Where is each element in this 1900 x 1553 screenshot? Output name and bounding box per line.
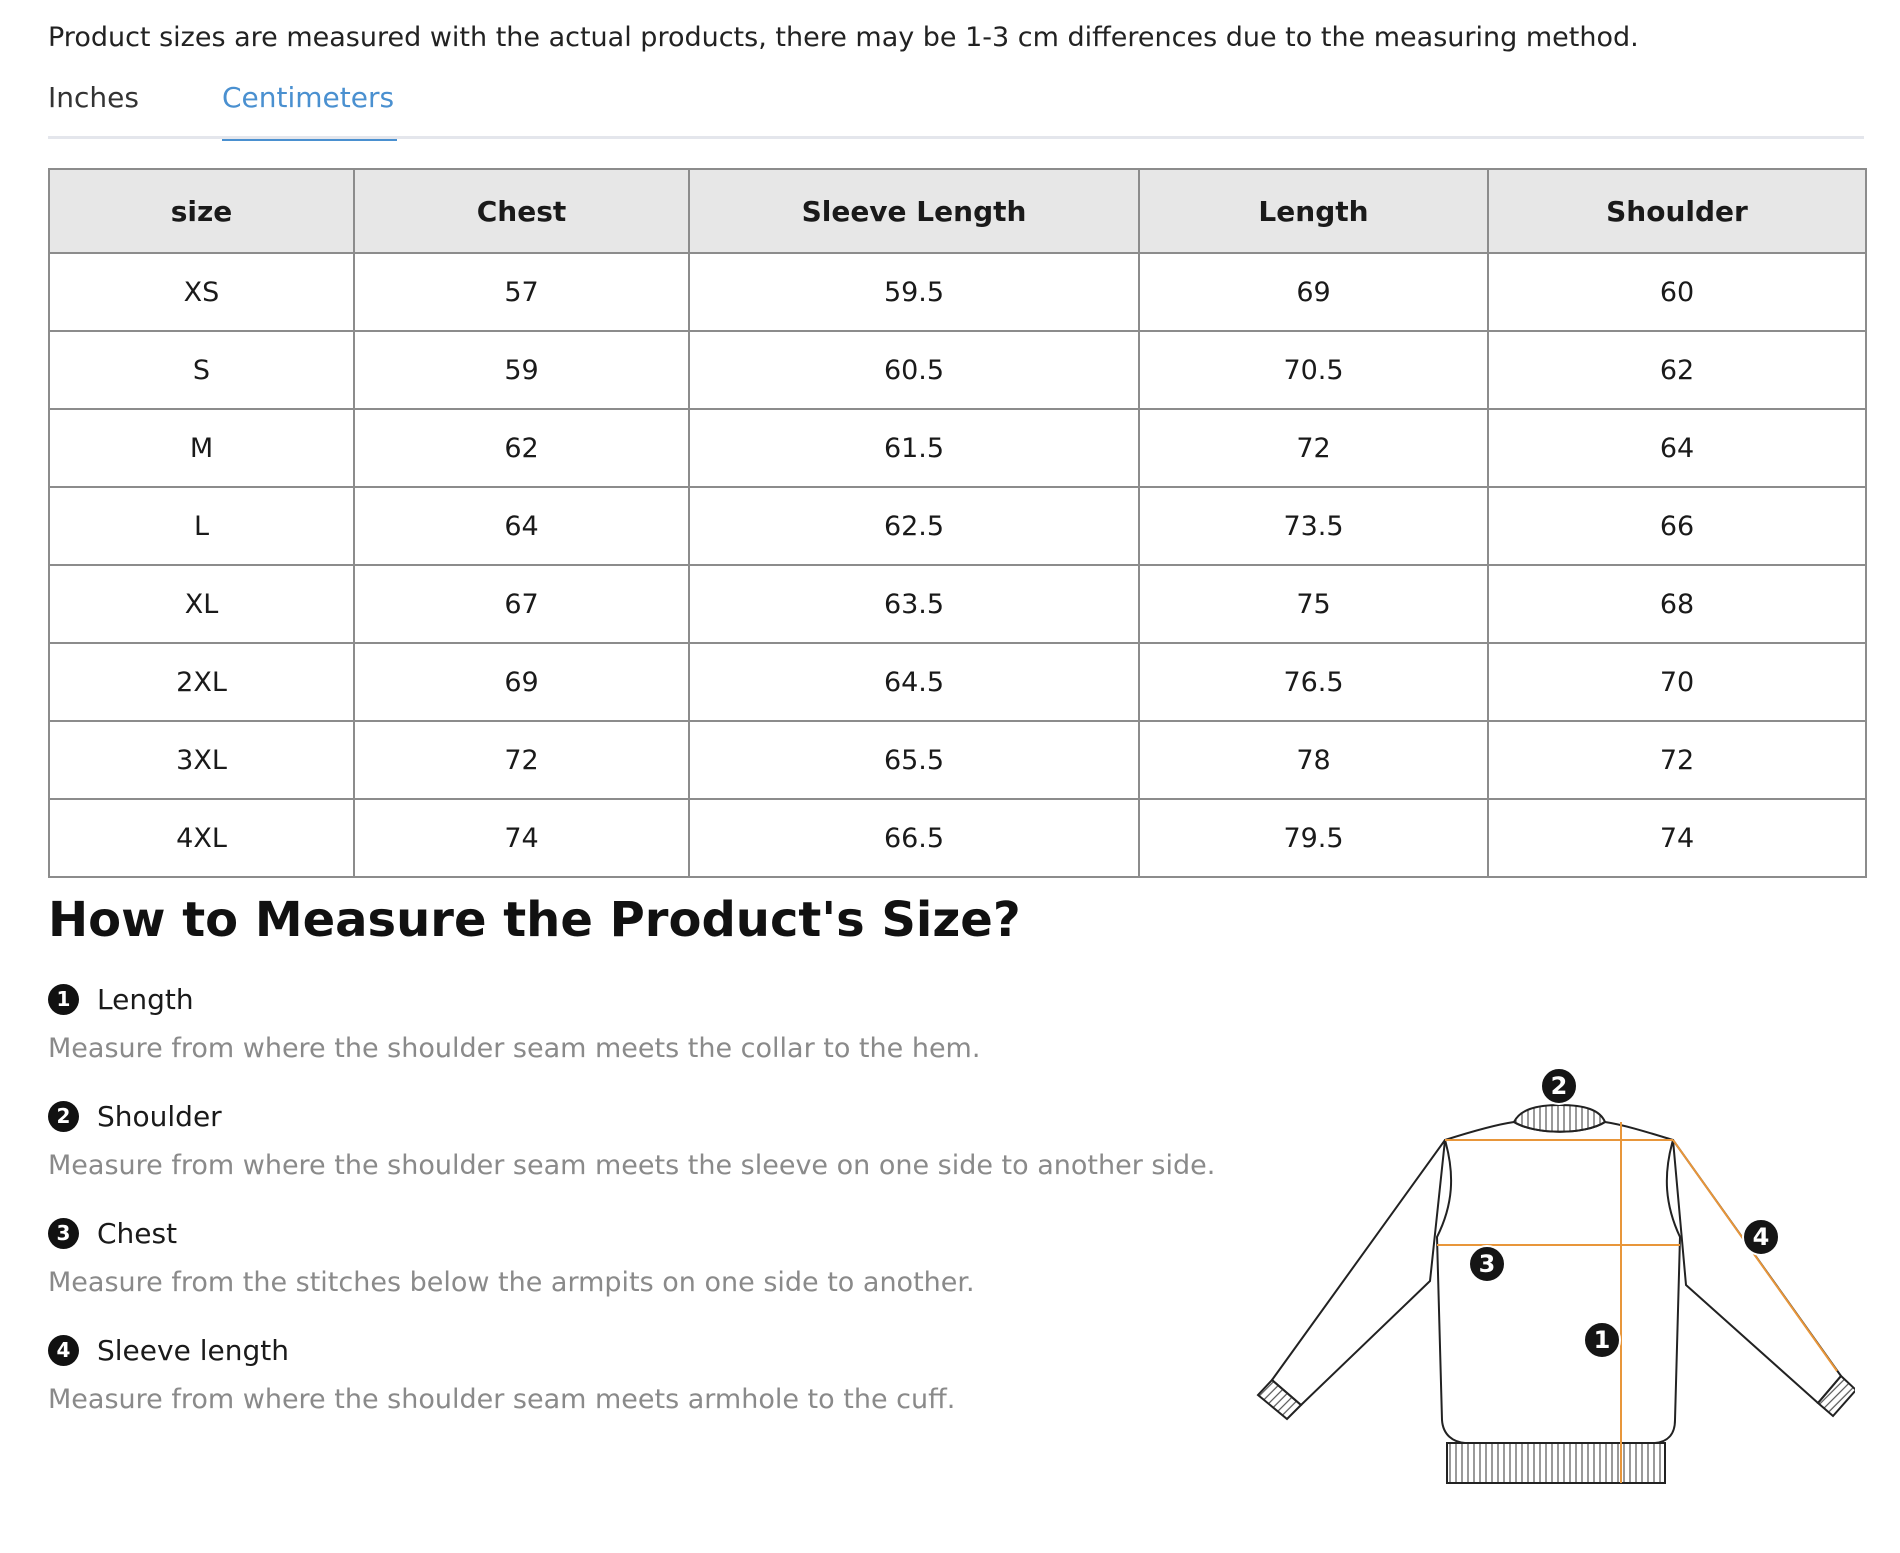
tab-centimeters[interactable] xyxy=(222,74,397,138)
cell-size: XS xyxy=(49,253,354,331)
cell-size: L xyxy=(49,487,354,565)
cell-sleeve-length: 59.5 xyxy=(689,253,1139,331)
step-shoulder xyxy=(48,1092,1298,1209)
how-to-measure-title: How to Measure the Product's Size? xyxy=(48,892,1021,948)
step-title: Length xyxy=(97,982,194,1016)
step-title: Chest xyxy=(97,1216,178,1250)
step-description: Measure from where the shoulder seam meets armhole to the cuff. xyxy=(48,1384,956,1415)
cell-length: 79.5 xyxy=(1139,799,1488,877)
table-row xyxy=(49,721,1866,799)
cell-size: 3XL xyxy=(49,721,354,799)
tabs-divider xyxy=(48,136,1864,139)
step-sleeve-length xyxy=(48,1326,1298,1443)
step-number-badge: 3 xyxy=(48,1218,79,1249)
cell-sleeve-length: 62.5 xyxy=(689,487,1139,565)
cell-size: 4XL xyxy=(49,799,354,877)
measure-steps xyxy=(48,975,1298,1443)
unit-tabs xyxy=(48,74,1864,140)
cell-shoulder: 64 xyxy=(1488,409,1866,487)
cell-size: 2XL xyxy=(49,643,354,721)
table-header-row xyxy=(49,169,1866,253)
header-size: size xyxy=(49,169,354,253)
table-row xyxy=(49,409,1866,487)
table-row xyxy=(49,487,1866,565)
table-row xyxy=(49,331,1866,409)
table-row xyxy=(49,253,1866,331)
cell-sleeve-length: 65.5 xyxy=(689,721,1139,799)
cell-chest: 67 xyxy=(354,565,689,643)
step-length xyxy=(48,975,1298,1092)
cell-shoulder: 62 xyxy=(1488,331,1866,409)
cell-shoulder: 60 xyxy=(1488,253,1866,331)
step-title: Shoulder xyxy=(97,1099,222,1133)
step-description: Measure from where the shoulder seam meets the sleeve on one side to another side. xyxy=(48,1150,1216,1181)
cell-chest: 74 xyxy=(354,799,689,877)
cell-chest: 59 xyxy=(354,331,689,409)
sweater-diagram xyxy=(1255,1065,1855,1500)
marker-sleeve-length: 4 xyxy=(1742,1218,1780,1256)
cell-size: XL xyxy=(49,565,354,643)
header-length: Length xyxy=(1139,169,1488,253)
cell-sleeve-length: 60.5 xyxy=(689,331,1139,409)
tab-inches-label: Inches xyxy=(48,81,139,114)
cell-shoulder: 66 xyxy=(1488,487,1866,565)
tab-centimeters-label: Centimeters xyxy=(222,81,395,114)
table-row xyxy=(49,643,1866,721)
cell-size: M xyxy=(49,409,354,487)
cell-length: 76.5 xyxy=(1139,643,1488,721)
cell-length: 73.5 xyxy=(1139,487,1488,565)
cell-sleeve-length: 61.5 xyxy=(689,409,1139,487)
cell-shoulder: 74 xyxy=(1488,799,1866,877)
cell-chest: 69 xyxy=(354,643,689,721)
cell-size: S xyxy=(49,331,354,409)
cell-length: 69 xyxy=(1139,253,1488,331)
header-shoulder: Shoulder xyxy=(1488,169,1866,253)
cell-length: 70.5 xyxy=(1139,331,1488,409)
tab-inches[interactable] xyxy=(48,74,139,138)
step-description: Measure from where the shoulder seam meets the collar to the hem. xyxy=(48,1033,981,1064)
cell-chest: 64 xyxy=(354,487,689,565)
header-chest: Chest xyxy=(354,169,689,253)
cell-chest: 57 xyxy=(354,253,689,331)
sweater-measurement-icon xyxy=(1255,1065,1855,1500)
cell-shoulder: 68 xyxy=(1488,565,1866,643)
step-number-badge: 2 xyxy=(48,1101,79,1132)
marker-shoulder: 2 xyxy=(1540,1067,1578,1105)
step-title: Sleeve length xyxy=(97,1333,289,1367)
step-chest xyxy=(48,1209,1298,1326)
cell-length: 78 xyxy=(1139,721,1488,799)
table-row xyxy=(49,799,1866,877)
cell-chest: 62 xyxy=(354,409,689,487)
cell-sleeve-length: 64.5 xyxy=(689,643,1139,721)
step-description: Measure from the stitches below the armpits on one side to another. xyxy=(48,1267,975,1298)
table-row xyxy=(49,565,1866,643)
cell-length: 75 xyxy=(1139,565,1488,643)
cell-sleeve-length: 66.5 xyxy=(689,799,1139,877)
step-number-badge: 4 xyxy=(48,1335,79,1366)
step-number-badge: 1 xyxy=(48,984,79,1015)
size-note: Product sizes are measured with the actual products, there may be 1-3 cm differences due to the measuring method. xyxy=(48,22,1639,53)
cell-chest: 72 xyxy=(354,721,689,799)
marker-length: 1 xyxy=(1583,1321,1621,1359)
marker-chest: 3 xyxy=(1468,1245,1506,1283)
cell-sleeve-length: 63.5 xyxy=(689,565,1139,643)
size-table xyxy=(48,168,1867,878)
cell-shoulder: 70 xyxy=(1488,643,1866,721)
cell-length: 72 xyxy=(1139,409,1488,487)
cell-shoulder: 72 xyxy=(1488,721,1866,799)
header-sleeve-length: Sleeve Length xyxy=(689,169,1139,253)
